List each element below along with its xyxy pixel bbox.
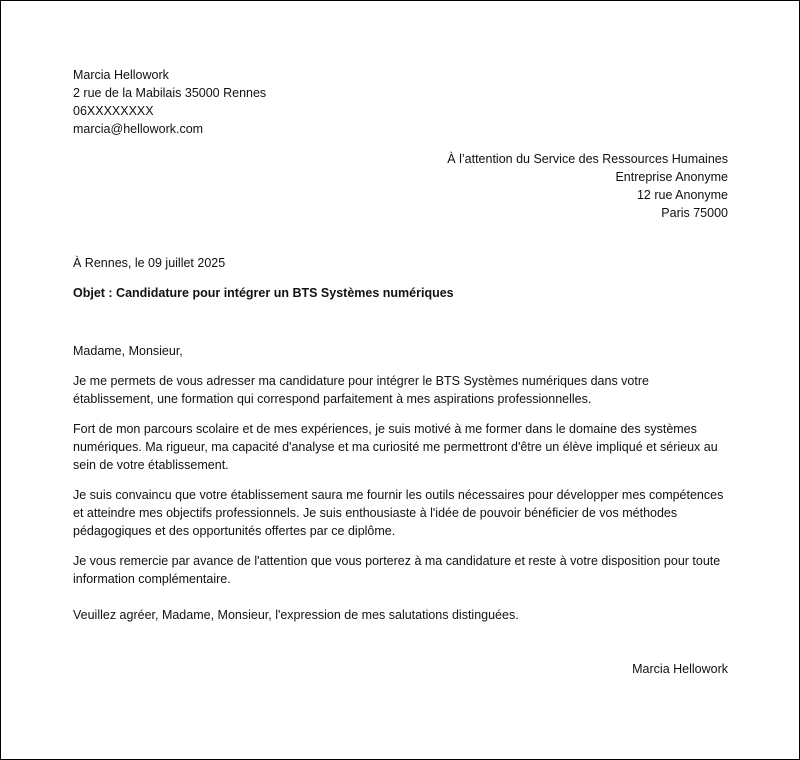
letter-signature: Marcia Hellowork (632, 662, 728, 676)
letter-closing: Veuillez agréer, Madame, Monsieur, l'expression de mes salutations distinguées. (73, 608, 519, 622)
sender-block (73, 66, 728, 138)
letter-subject: Objet : Candidature pour intégrer un BTS Systèmes numériques (73, 286, 454, 300)
letter-paragraph-3: Je suis convaincu que votre établissement saura me fournir les outils nécessaires pour développer mes compétences et atteindre mes objectifs professionnels. Je suis enthousiaste à l'idée de pouvoir bénéficier de vos méthodes pédagogiques et des opportunités offertes par ce diplôme. (73, 488, 724, 538)
recipient-attention: À l’attention du Service des Ressources Humaines (447, 152, 728, 166)
letter-date: À Rennes, le 09 juillet 2025 (73, 256, 226, 270)
letter-salutation: Madame, Monsieur, (73, 344, 183, 358)
letter-body (73, 66, 728, 678)
letter-paragraph-4: Je vous remercie par avance de l'attention que vous porterez à ma candidature et reste à votre disposition pour toute information complémentaire. (73, 554, 721, 586)
recipient-city: Paris 75000 (661, 206, 728, 220)
recipient-block (73, 150, 728, 222)
recipient-street: 12 rue Anonyme (636, 188, 728, 202)
recipient-company: Entreprise Anonyme (615, 170, 728, 184)
sender-email: marcia@hellowork.com (73, 122, 204, 136)
letter-paragraph-2: Fort de mon parcours scolaire et de mes expériences, je suis motivé à me former dans le domaine des systèmes numériques. Ma rigueur, ma capacité d'analyse et ma curiosité me permettront d'être un élève impliqué et sérieux au sein de votre établissement. (73, 422, 718, 472)
sender-phone: 06XXXXXXXX (73, 104, 154, 118)
sender-address: 2 rue de la Mabilais 35000 Rennes (73, 86, 267, 100)
letter-paragraph-1: Je me permets de vous adresser ma candidature pour intégrer le BTS Systèmes numériques dans votre établissement, une formation qui correspond parfaitement à mes aspirations professionnelles. (73, 374, 649, 406)
sender-name: Marcia Hellowork (73, 68, 169, 82)
